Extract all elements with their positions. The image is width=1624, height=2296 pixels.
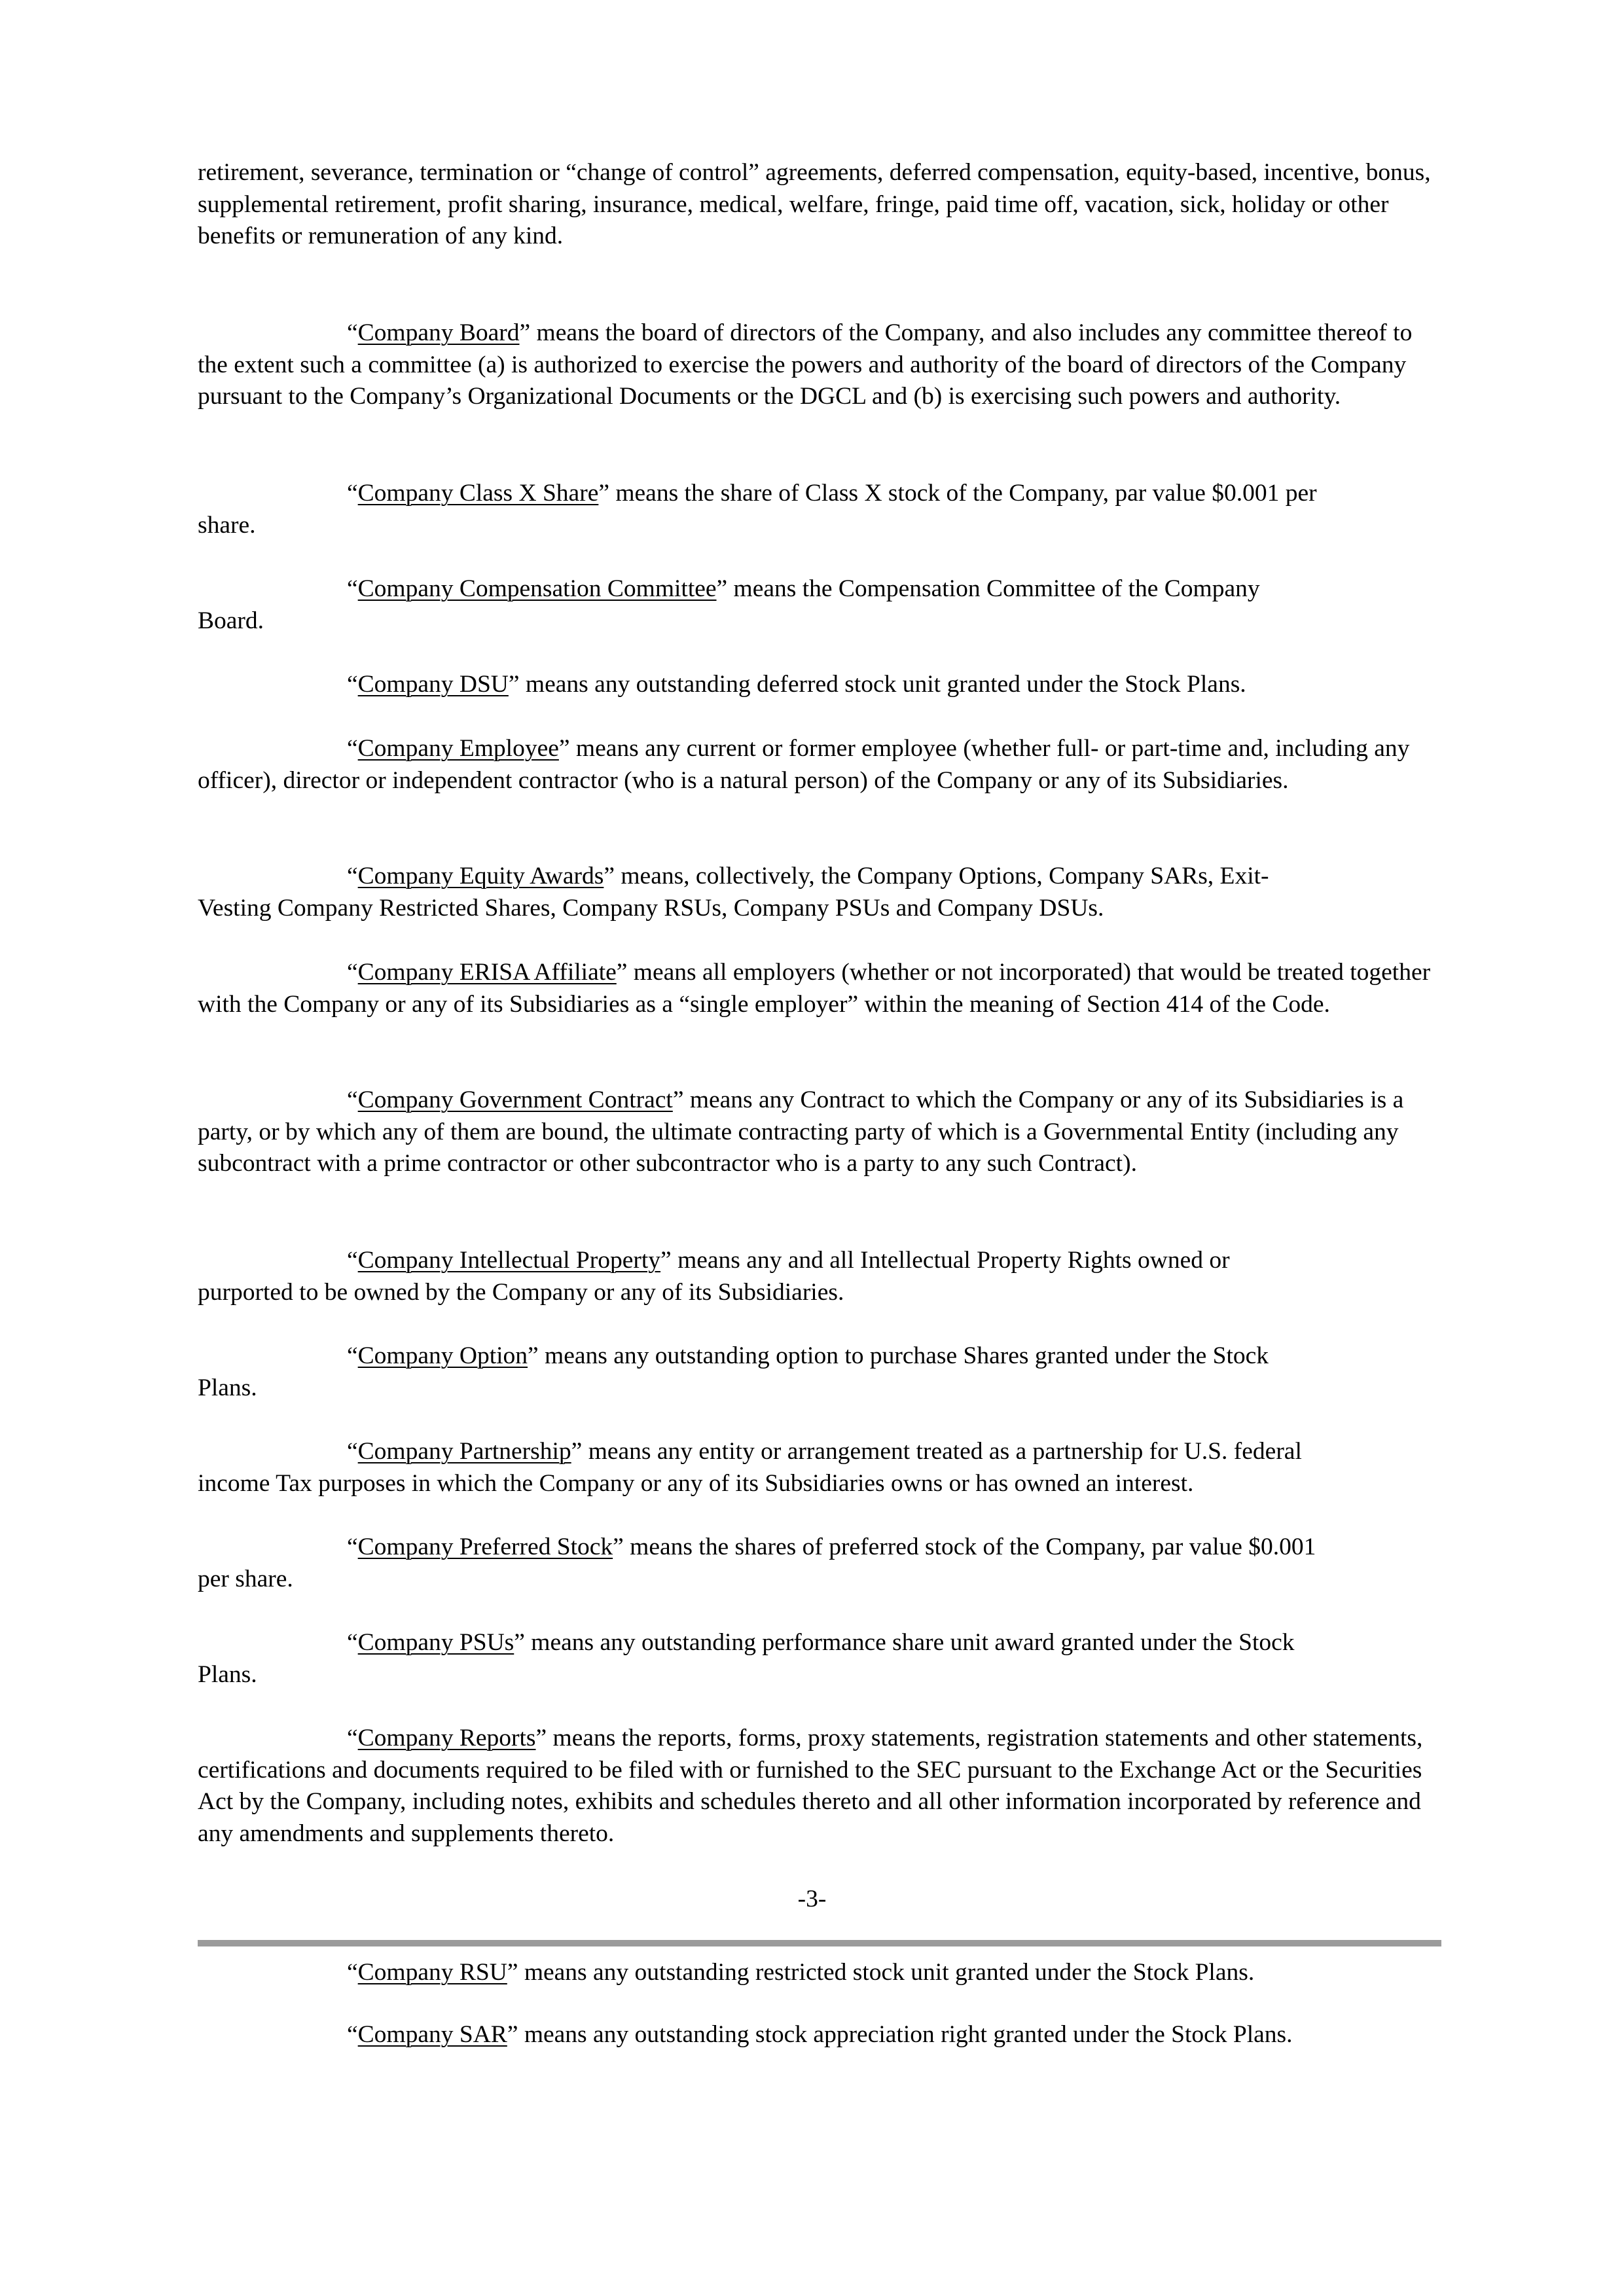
definition-company-erisa-affiliate: “Company ERISA Affiliate” means all employers (whether or not incorporated) that would be treated together with the Company or any of its Subsidiaries as a “single employer” within the meaning of Section 414 of the Code. [198, 959, 1431, 1018]
defined-term: Company Government Contract [357, 1086, 673, 1113]
defined-term: Company Intellectual Property [357, 1247, 661, 1274]
definition-line1: ” means any outstanding performance share unit award granted under the Stock [514, 1629, 1295, 1656]
definition-company-compensation-committee: “Company Compensation Committee” means the Compensation Committee of the Company Board. [198, 575, 1260, 634]
intro-text: retirement, severance, termination or “change of control” agreements, deferred compensation, equity-based, incentive, bonus, supplemental retirement, profit sharing, insurance, medical, welfare, fringe, paid time off, vacation, sick, holiday or other benefits or remuneration of any kind. [198, 159, 1431, 249]
definition-rest: including any officer), director or independent contractor (who is a natural person) of the Company or any of its Subsidiaries. [198, 735, 1410, 794]
definition-company-reports: “Company Reports” means the reports, forms, proxy statements, registration statements and other statements, certifications and documents required to be filed with or furnished to the SEC pursuant to the Exchange Act or the Securities Act by the Company, including notes, exhibits and schedules thereto and all other information incorporated by reference and any amendments and supplements thereto. [198, 1725, 1423, 1847]
definition-line1: ” means any outstanding option to purchase Shares granted under the Stock [528, 1342, 1269, 1369]
page-break-divider [198, 1940, 1441, 1946]
definition-company-partnership: “Company Partnership” means any entity or arrangement treated as a partnership for U.S. federal income Tax purposes in which the Company or any of its Subsidiaries owns or has owned an interest. [198, 1438, 1302, 1497]
definition-rest: Board. [198, 607, 264, 634]
defined-term: Company ERISA Affiliate [357, 959, 617, 986]
definition-line1: ” means the reports, forms, proxy statements, registration statements and other [535, 1725, 1307, 1751]
definition-rest: income Tax purposes in which the Company or any of its Subsidiaries owns or has owned an interest. [198, 1469, 1194, 1497]
defined-term: Company PSUs [357, 1629, 514, 1656]
definition-company-equity-awards: “Company Equity Awards” means, collectively, the Company Options, Company SARs, Exit- Vesting Company Restricted Shares, Company RSUs, Company PSUs and Company DSUs. [198, 863, 1269, 922]
definition-rest: per share. [198, 1565, 293, 1592]
defined-term: Company Employee [357, 735, 559, 762]
definition-rest: share. [198, 511, 256, 539]
defined-term: Company Preferred Stock [357, 1534, 613, 1560]
definition-line1: ” means the shares of preferred stock of the Company, par value $0.001 [613, 1534, 1316, 1560]
defined-term: Company Reports [357, 1725, 536, 1751]
defined-term: Company Partnership [357, 1438, 571, 1465]
definition-line1: ” means all employers (whether or not incorporated) that would be [616, 959, 1271, 986]
definition-company-employee: “Company Employee” means any current or former employee (whether full- or part-time and, including any officer), director or independent contractor (who is a natural person) of the Company or any of its Subsidiaries. [198, 735, 1410, 794]
defined-term: Company Compensation Committee [357, 575, 717, 602]
definition-line1: ” means any outstanding stock appreciation right granted under the Stock Plans. [507, 2021, 1293, 2048]
definition-company-class-x-share: “Company Class X Share” means the share of Class X stock of the Company, par value $0.001 per share. [198, 480, 1317, 539]
definition-line1: ” means, collectively, the Company Options, Company SARs, Exit- [604, 863, 1269, 889]
defined-term: Company DSU [357, 671, 509, 698]
definition-rest: Plans. [198, 1374, 257, 1401]
defined-term: Company SAR [357, 2021, 507, 2048]
definition-rest: Subsidiaries is a party, or by which any of them are bound, the ultimate contracting party of which is a Governmental Entity (including any subcontract with a prime contractor or other subcontractor who is a party to any such Contract). [198, 1086, 1404, 1177]
definition-company-option: “Company Option” means any outstanding option to purchase Shares granted under the Stock Plans. [198, 1342, 1269, 1401]
definition-rest: treated together with the Company or any of its Subsidiaries as a “single employer” within the meaning of Section 414 of the Code. [198, 959, 1431, 1018]
defined-term: Company RSU [357, 1959, 507, 1986]
page-number: -3- [797, 1886, 827, 1912]
defined-term: Company Equity Awards [357, 863, 604, 889]
definition-rest: purported to be owned by the Company or any of its Subsidiaries. [198, 1278, 844, 1306]
definition-company-dsu: “Company DSU” means any outstanding deferred stock unit granted under the Stock Plans. [347, 671, 1246, 698]
definition-rest: statements, certifications and documents required to be filed with or furnished to the SEC pursuant to the Exchange Act or the Securities Act by the Company, including notes, exhibits and schedules thereto and all other information incorporated by reference and any amendments and supplements thereto. [198, 1725, 1423, 1847]
definition-line1: ” means any outstanding deferred stock unit granted under the Stock Plans. [508, 671, 1246, 698]
defined-term: Company Board [357, 319, 520, 346]
definition-line1: ” means the Compensation Committee of the Company [716, 575, 1260, 602]
defined-term: Company Class X Share [357, 480, 599, 507]
definition-company-psus: “Company PSUs” means any outstanding performance share unit award granted under the Stock Plans. [198, 1629, 1295, 1688]
definition-line1: ” means the board of directors of the Company, and also includes any committee [519, 319, 1312, 346]
definition-line1: ” means any and all Intellectual Property Rights owned or [660, 1247, 1230, 1274]
definition-rest: Plans. [198, 1660, 257, 1688]
definition-company-intellectual-property: “Company Intellectual Property” means any and all Intellectual Property Rights owned or purported to be owned by the Company or any of its Subsidiaries. [198, 1247, 1230, 1306]
definition-company-sar: “Company SAR” means any outstanding stock appreciation right granted under the Stock Plans. [347, 2021, 1293, 2048]
definition-rest: thereof to the extent such a committee (a) is authorized to exercise the powers and authority of the board of directors of the Company pursuant to the Company’s Organizational Documents or the DGCL and (b) is exercising such powers and authority. [198, 319, 1413, 410]
definition-company-rsu: “Company RSU” means any outstanding restricted stock unit granted under the Stock Plans. [347, 1959, 1255, 1986]
definition-company-preferred-stock: “Company Preferred Stock” means the shares of preferred stock of the Company, par value $0.001 per share. [198, 1534, 1316, 1592]
definition-company-government-contract: “Company Government Contract” means any Contract to which the Company or any of its Subsidiaries is a party, or by which any of them are bound, the ultimate contracting party of which is a Governmental Entity (including any subcontract with a prime contractor or other subcontractor who is a party to any such Contract). [198, 1086, 1404, 1177]
definition-line1: ” means the share of Class X stock of the Company, par value $0.001 per [598, 480, 1317, 507]
intro-paragraph [198, 157, 1441, 253]
definition-line1: ” means any Contract to which the Company or any of its [672, 1086, 1238, 1113]
definition-line1: ” means any outstanding restricted stock unit granted under the Stock Plans. [507, 1959, 1255, 1986]
definition-line1: ” means any entity or arrangement treated as a partnership for U.S. federal [571, 1438, 1302, 1465]
defined-term: Company Option [357, 1342, 528, 1369]
definition-rest: Vesting Company Restricted Shares, Company RSUs, Company PSUs and Company DSUs. [198, 894, 1104, 922]
definition-company-board: “Company Board” means the board of directors of the Company, and also includes any committee thereof to the extent such a committee (a) is authorized to exercise the powers and authority of the board of directors of the Company pursuant to the Company’s Organizational Documents or the DGCL and (b) is exercising such powers and authority. [198, 319, 1413, 410]
definition-line1: ” means any current or former employee (whether full- or part-time and, [558, 735, 1269, 762]
